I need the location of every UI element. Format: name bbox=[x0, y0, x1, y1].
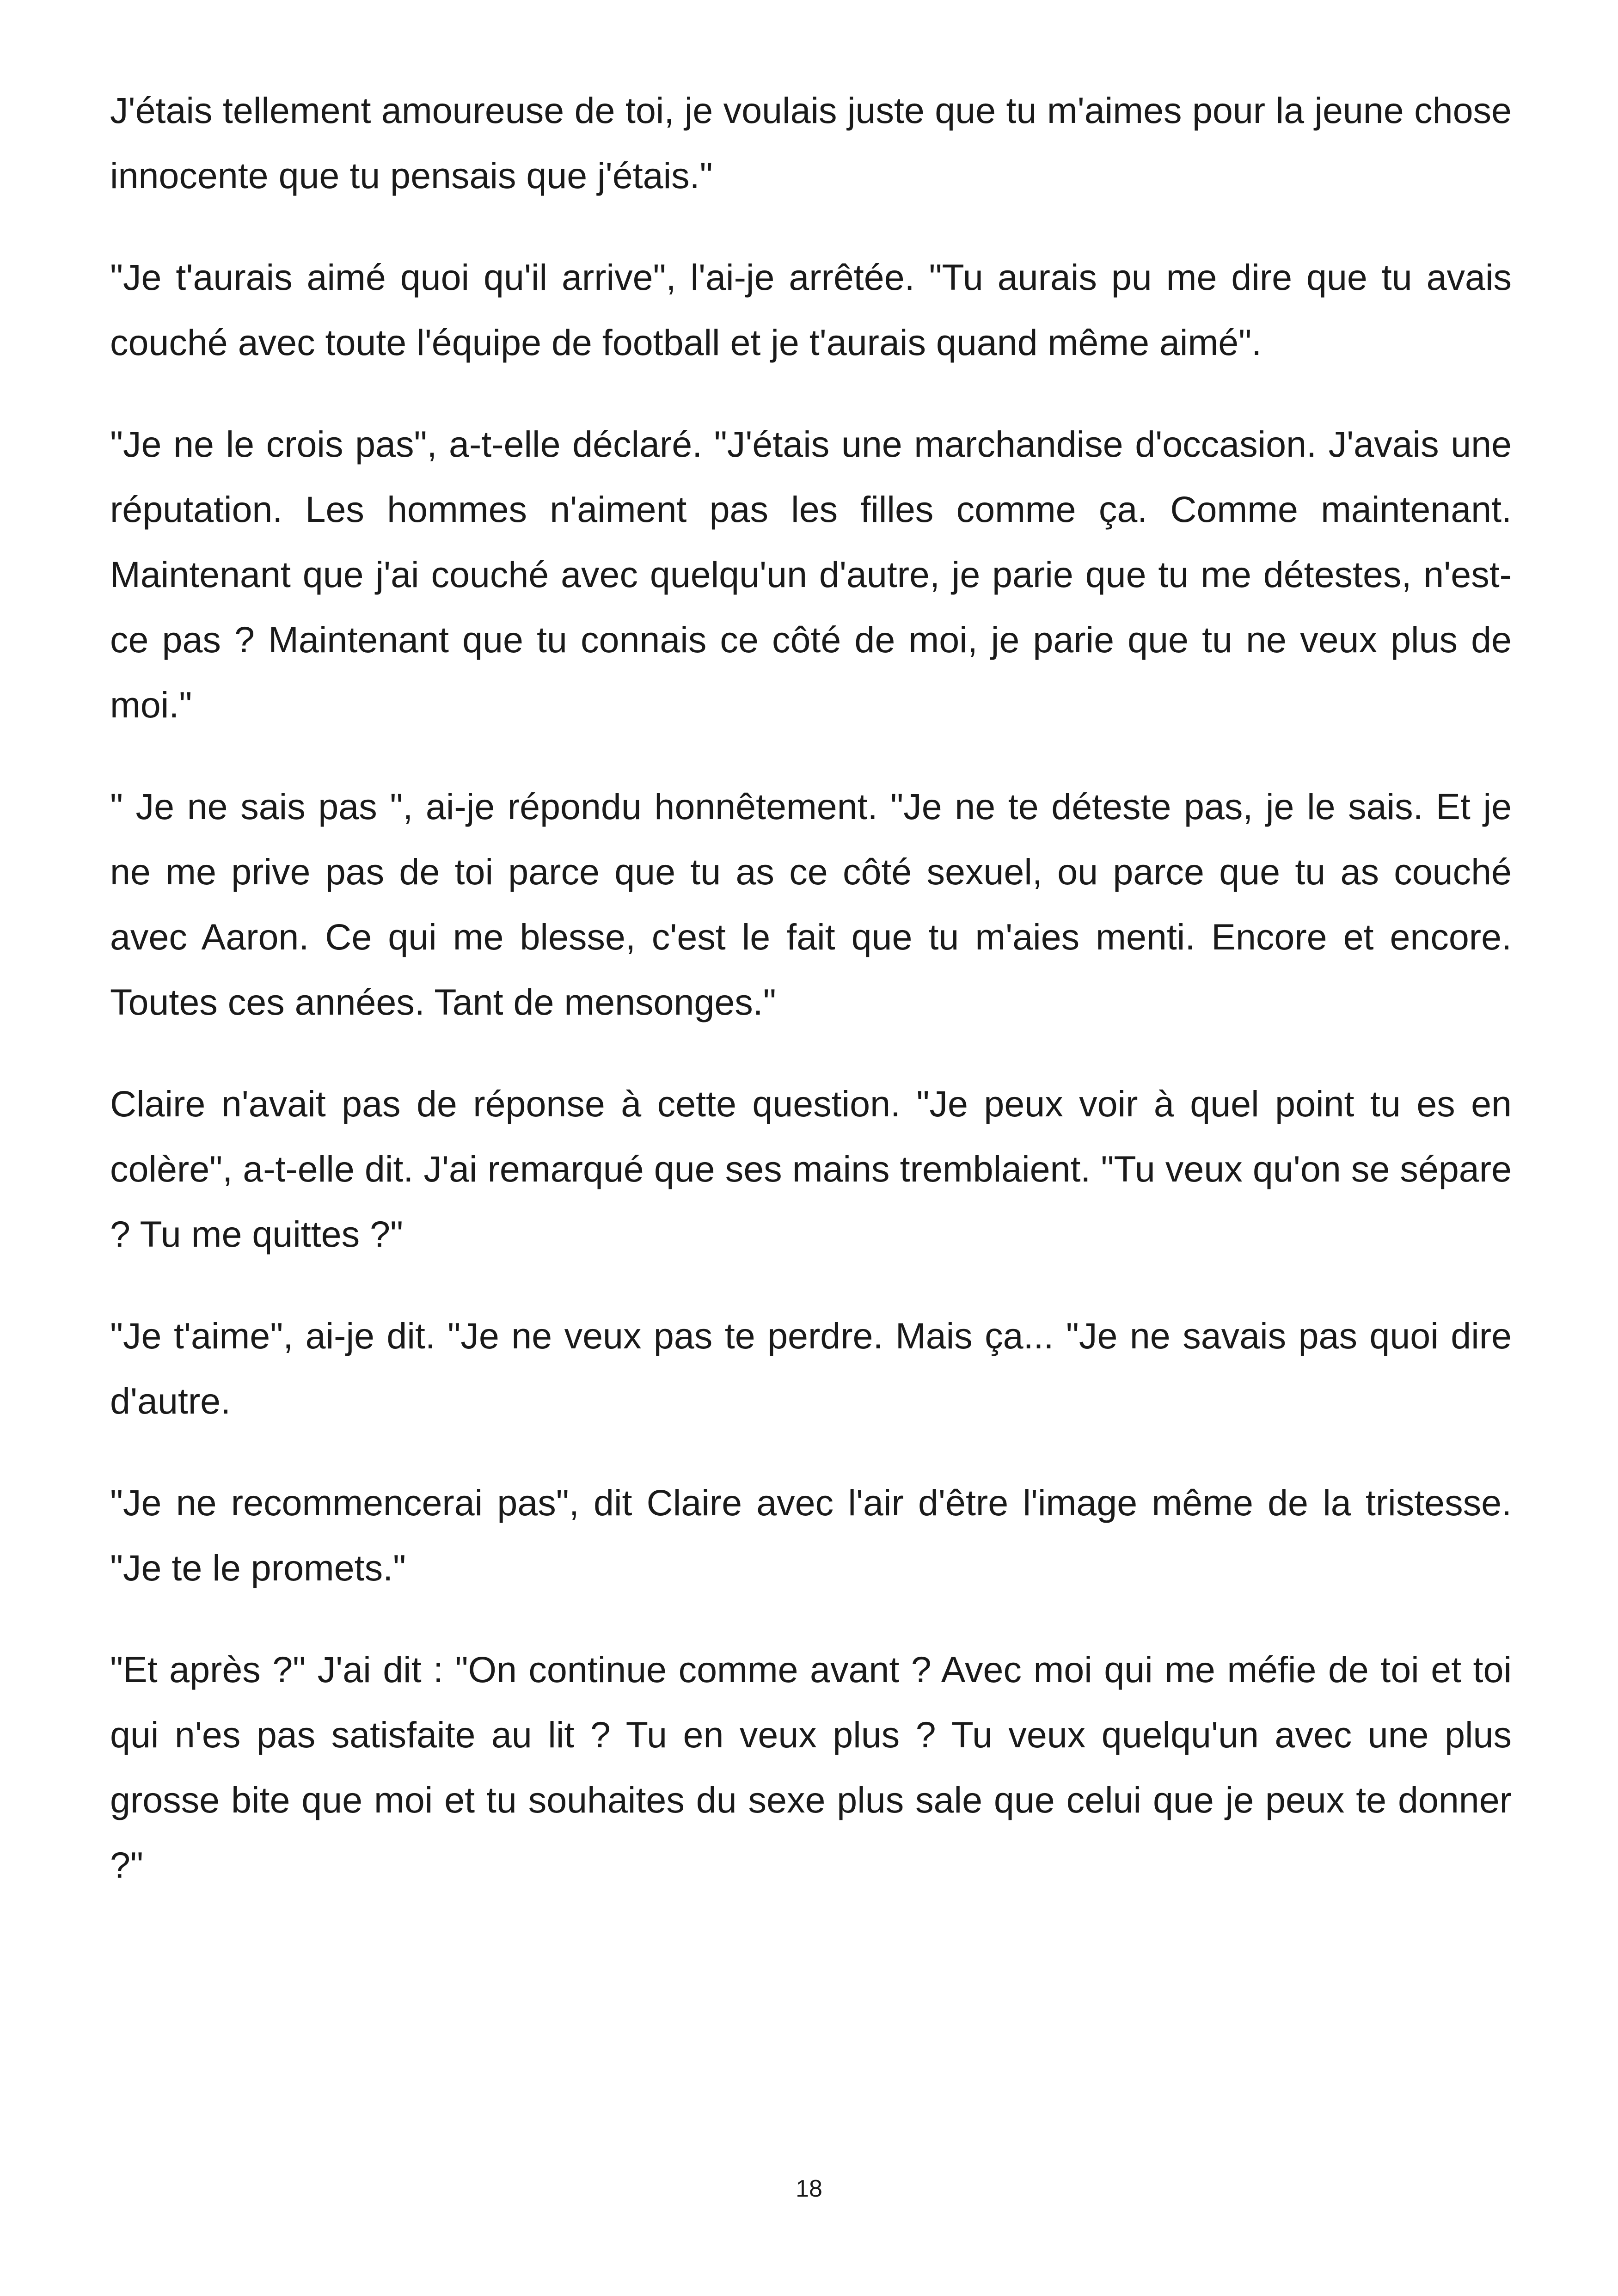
paragraph-4: " Je ne sais pas ", ai-je répondu honnêtement. "Je ne te déteste pas, je le sais. Et je ne me prive pas de toi parce que tu as ce côté sexuel, ou parce que tu as couché avec Aaron. Ce qui me blesse, c'est le fait que tu m'aies menti. Encore et encore. Toutes ces années. Tant de mensonges." bbox=[110, 786, 1512, 1022]
paragraph-3: "Je ne le crois pas", a-t-elle déclaré. "J'étais une marchandise d'occasion. J'avais une réputation. Les hommes n'aiment pas les filles comme ça. Comme maintenant. Maintenant que j'ai couché avec quelqu'un d'autre, je parie que tu me détestes, n'est-ce pas ? Maintenant que tu connais ce côté de moi, je parie que tu ne veux plus de moi." bbox=[110, 423, 1512, 725]
paragraph-7: "Je ne recommencerai pas", dit Claire avec l'air d'être l'image même de la tristesse. "Je te le promets." bbox=[110, 1482, 1512, 1588]
paragraph-5: Claire n'avait pas de réponse à cette question. "Je peux voir à quel point tu es en colère", a-t-elle dit. J'ai remarqué que ses mains tremblaient. "Tu veux qu'on se sépare ? Tu me quittes ?" bbox=[110, 1083, 1512, 1255]
paragraph-2: "Je t'aurais aimé quoi qu'il arrive", l'ai-je arrêtée. "Tu aurais pu me dire que tu avais couché avec toute l'équipe de football et je t'aurais quand même aimé". bbox=[110, 257, 1512, 363]
paragraph-8: "Et après ?" J'ai dit : "On continue comme avant ? Avec moi qui me méfie de toi et toi qui n'es pas satisfaite au lit ? Tu en veux plus ? Tu veux quelqu'un avec une plus grosse bite que moi et tu souhaites du sexe plus sale que celui que je peux te donner ?" bbox=[110, 1649, 1512, 1886]
body-text bbox=[110, 78, 1512, 1934]
paragraph-1: J'étais tellement amoureuse de toi, je voulais juste que tu m'aimes pour la jeune chose innocente que tu pensais que j'étais." bbox=[110, 90, 1512, 196]
page-number: 18 bbox=[796, 2175, 822, 2202]
paragraph-6: "Je t'aime", ai-je dit. "Je ne veux pas te perdre. Mais ça... "Je ne savais pas quoi dire d'autre. bbox=[110, 1315, 1512, 1421]
